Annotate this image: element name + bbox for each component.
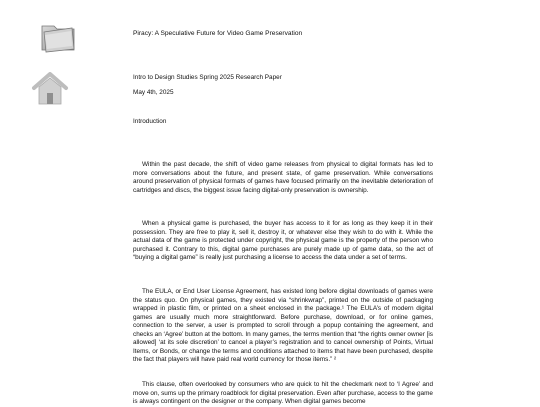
paragraph-1: Within the past decade, the shift of video game releases from physical to digital formats has led to more conversations about the future, and present state, of game preservation. While conversations around preservation of physical formats of games have focused primarily on the inevitable deterioration of cartridges and discs, the biggest issue facing digital-only preservation is ownership. (133, 161, 433, 194)
folder-icon[interactable] (38, 16, 78, 56)
paragraph-3: The EULA, or End User License Agreement, has existed long before digital downloads of games were the status quo. On physical games, they existed via “shrinkwrap”, printed on the outside of packaging wrapped in plastic film, or printed on a sheet enclosed in the package.¹ The EULA’s of modern digital games are usually much more straightforward. Before purchase, download, or for online games, connection to the server, a user is prompted to scroll through a popup containing the agreement, and checks an ‘Agree’ button at the bottom. In many games, the terms mention that “the rights owner owner [is allowed] ‘at its sole discretion’ to cancel a player’s registration and to cancel ownership of Points, Virtual Items, or Bonds, or change the terms and conditions attached to items that have been purchased, despite the fact that players will have paid real world currency for those items.” ² (133, 288, 433, 363)
paragraph-4: This clause, often overlooked by consumers who are quick to hit the checkmark next to ‘I Agree’ and move on, sums up the primary roadblock for digital preservation. Even after purchase, access to the game is always contingent on the designer or the company. When digital games become (133, 381, 433, 405)
paragraph-2: When a physical game is purchased, the buyer has access to it for as long as they keep it in their possession. They are free to play it, sell it, destroy it, or whatever else they wish to do with it. While the actual data of the game is protected under copyright, the physical game is the property of the person who purchased it. Contrary to this, digital game purchases are purely made up of game data, so the act of “buying a digital game” is really just purchasing a license to access the data under a set of terms. (133, 220, 433, 261)
section-heading: Introduction (133, 118, 167, 125)
home-icon[interactable] (30, 72, 70, 106)
course-line: Intro to Design Studies Spring 2025 Research Paper (133, 74, 282, 81)
document-title: Piracy: A Speculative Future for Video Game Preservation (133, 30, 303, 37)
date-line: May 4th, 2025 (133, 89, 174, 96)
